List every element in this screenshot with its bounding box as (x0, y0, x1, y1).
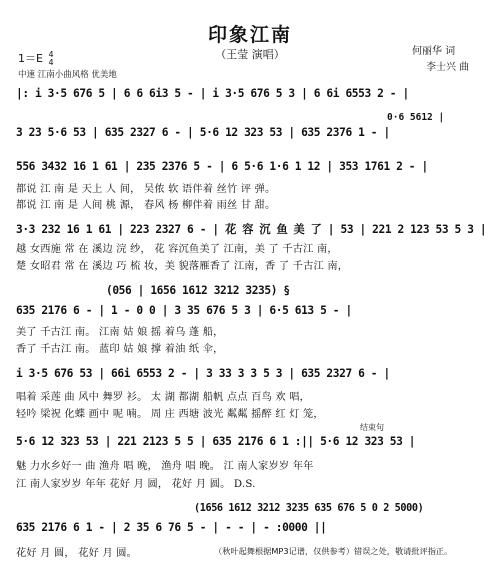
notation-line: |: i 3·5 676 5 | 6 6 6i3 5 - | i 3·5 676 5 3 | 6 6i 6553 2 - | (16, 87, 409, 100)
notation-extra: 0·6 5612 | (387, 112, 445, 123)
interlude-line: (1656 1612 3212 3235 635 676 5 0 2 5000) (194, 503, 424, 514)
notation-line: 5·6 12 323 53 | 221 2123 5 5 | 635 2176 6 1 :|| 5·6 12 323 53 | (16, 435, 416, 448)
footnote: （秋叶起舞根据MP3记谱，仅供参考）错误之处，敬请批评指正。 (214, 546, 453, 556)
time-signature (48, 51, 53, 67)
interlude-line: (056 | 1656 1612 3212 3235) § (106, 284, 290, 297)
time-top: 4 (48, 50, 54, 59)
lyric-line: 都说 江 南 是 天上 人 间， 吴侬 软 语伴着 丝竹 评 弹。 (16, 184, 276, 195)
key-signature (18, 50, 54, 67)
tempo-marking: 中速 江南小曲风格 优美地 (18, 70, 117, 80)
notation-line: 3·3 232 16 1 61 | 223 2327 6 - | 花 容 沉 鱼 美 了 | 53 | 221 2 123 53 5 3 | (16, 223, 487, 236)
notation-line: 556 3432 16 1 61 | 235 2376 5 - | 6 5·6 1·6 1 12 | 353 1761 2 - | (16, 160, 428, 173)
notation-line: 3 23 5·6 53 | 635 2327 6 - | 5·6 12 323 53 | 635 2376 1 - | (16, 126, 390, 139)
lyric-line: 唱着 采莲 曲 风中 舞罗 衫。 太 湖 都湖 船帆 点点 百鸟 欢 唱， (16, 392, 310, 403)
notation-line: i 3·5 676 53 | 66i 6553 2 - | 3 33 3 3 5 3 | 635 2327 6 - | (16, 367, 390, 380)
lyric-line: 花好 月 圆， 花好 月 圆。 (16, 548, 138, 559)
lyric-line: 都说 江 南 是 人间 桃 源， 春风 杨 柳伴着 雨丝 甘 甜。 (16, 200, 276, 211)
song-title: 印象江南 (207, 24, 292, 46)
lyric-line: 香了 千古江 南。 蓝印 姑 娘 撑 着油 纸 伞， (16, 344, 224, 355)
time-bottom: 4 (48, 58, 54, 67)
lyric-line: 美了 千古江 南。 江南 姑 娘 摇 着乌 蓬 船， (16, 327, 224, 338)
lyric-line: 越 女西施 常 在 溪边 浣 纱， 花 容沉鱼美了 江南，美 了 千古江 南， (16, 244, 338, 255)
performer-credit: （王莹 演唱） (215, 48, 285, 61)
key-text: 1＝E (18, 52, 43, 65)
lyricist-credit: 何丽华 词 (412, 46, 456, 57)
lyric-line: 轻吟 梁祝 化蝶 画中 呢 喃。 周 庄 西塘 波光 粼粼 摇醉 红 灯 笼， (16, 409, 324, 420)
lyric-line: 江 南人家岁岁 年年 花好 月 圆， 花好 月 圆。 D.S. (16, 479, 256, 490)
ending-mark: 结束句 (360, 423, 384, 432)
lyric-line: 楚 女昭君 常 在 溪边 巧 梳 妆，美 貌落雁香了 江南，香 了 千古江 南， (16, 261, 349, 272)
notation-line: 635 2176 6 1 - | 2 35 6 76 5 - | - - | - :0000 || (16, 521, 327, 534)
notation-line: 635 2176 6 - | 1 - 0 0 | 3 35 676 5 3 | 6·5 613 5 - | (16, 304, 352, 317)
lyric-line: 魅 力水乡好一 曲 渔舟 唱 晚， 渔舟 唱 晚。 江 南人家岁岁 年年 (16, 461, 314, 472)
composer-credit: 李士兴 曲 (426, 62, 470, 73)
